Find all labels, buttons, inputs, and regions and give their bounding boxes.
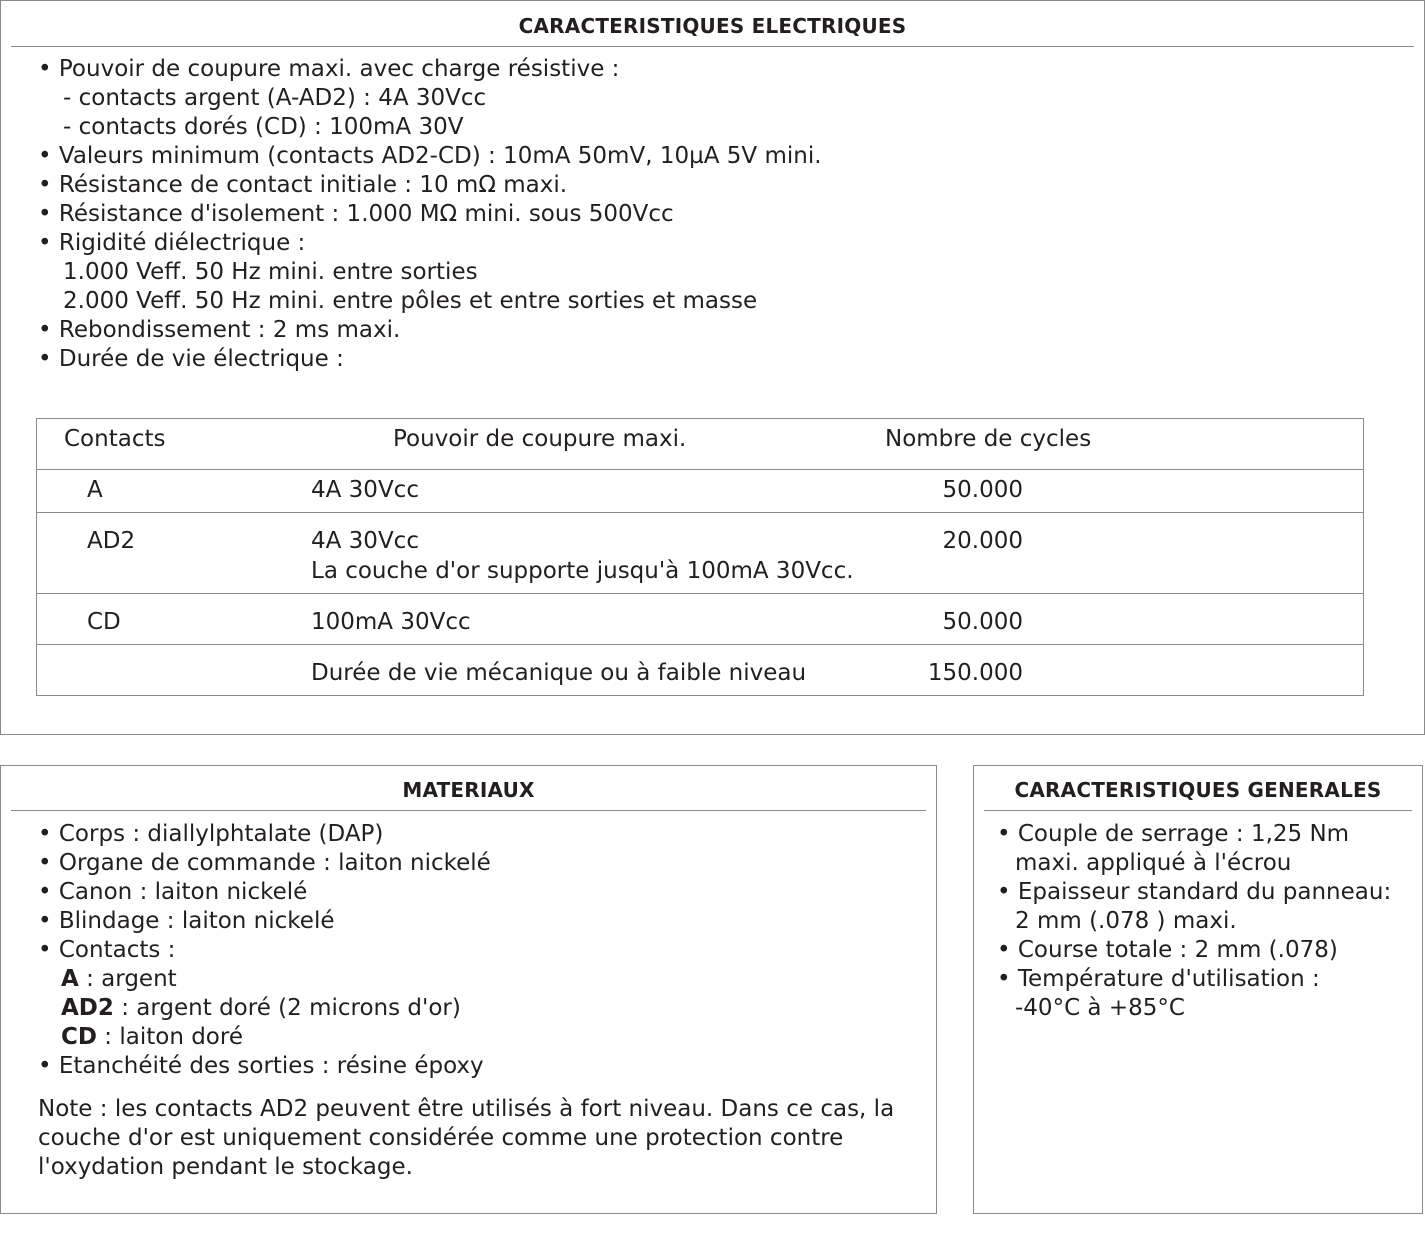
list-item: • Couple de serrage : 1,25 Nm (997, 821, 1350, 847)
list-item: - contacts dorés (CD) : 100mA 30V (63, 114, 464, 140)
general-list (997, 820, 1391, 1023)
list-item: • Corps : diallylphtalate (DAP) (38, 821, 384, 847)
contact-desc: : argent (78, 966, 177, 992)
list-item: • Epaisseur standard du panneau: (997, 879, 1392, 905)
list-item: • Résistance d'isolement : 1.000 MΩ mini. sous 500Vcc (38, 201, 674, 227)
cell-cycles: 150.000 (927, 660, 1023, 686)
materials-title: MATERIAUX (11, 774, 926, 811)
cell-capacity: 100mA 30Vcc (311, 609, 471, 635)
list-item: • Etanchéité des sorties : résine époxy (38, 1053, 484, 1079)
table-row (37, 645, 1363, 696)
contact-code: A (61, 966, 79, 992)
cell-cycles: 20.000 (942, 528, 1023, 554)
list-item: 2 mm (.078 ) maxi. (1015, 908, 1237, 934)
list-item: - contacts argent (A-AD2) : 4A 30Vcc (63, 85, 487, 111)
cell-capacity: 4A 30Vcc (311, 477, 419, 503)
materials-note: Note : les contacts AD2 peuvent être utilisés à fort niveau. Dans ce cas, la couche d'or est uniquement considérée comme une protection contre l'oxydation pendant le stockage. (38, 1096, 895, 1180)
cell-cycles: 50.000 (942, 609, 1023, 635)
contact-desc: : argent doré (2 microns d'or) (113, 995, 461, 1021)
contact-code: AD2 (61, 995, 114, 1021)
electrical-title: CARACTERISTIQUES ELECTRIQUES (11, 11, 1414, 47)
list-item: • Course totale : 2 mm (.078) (997, 937, 1338, 963)
list-item: • Rebondissement : 2 ms maxi. (38, 317, 401, 343)
list-item: • Canon : laiton nickelé (38, 879, 308, 905)
list-item: • Pouvoir de coupure maxi. avec charge résistive : (38, 56, 620, 82)
table-row (37, 594, 1363, 645)
table-row (37, 470, 1363, 513)
list-item: • Résistance de contact initiale : 10 mΩ maxi. (38, 172, 568, 198)
list-item: maxi. appliqué à l'écrou (1015, 850, 1292, 876)
contact-desc: : laiton doré (96, 1024, 243, 1050)
cell-contact: A (87, 477, 103, 503)
cell-contact: CD (87, 609, 121, 635)
materials-list (38, 820, 491, 1081)
list-item: • Organe de commande : laiton nickelé (38, 850, 491, 876)
list-item: • Température d'utilisation : (997, 966, 1320, 992)
list-item: • Durée de vie électrique : (38, 346, 344, 372)
general-title: CARACTERISTIQUES GENERALES (984, 774, 1412, 811)
electrical-life-table (36, 418, 1364, 696)
list-item: 1.000 Veff. 50 Hz mini. entre sorties (63, 259, 478, 285)
list-item: • Valeurs minimum (contacts AD2-CD) : 10mA 50mV, 10µA 5V mini. (38, 143, 822, 169)
list-item (38, 965, 491, 994)
list-item: • Blindage : laiton nickelé (38, 908, 335, 934)
header-capacity: Pouvoir de coupure maxi. (393, 426, 687, 452)
cell-capacity-note: La couche d'or supporte jusqu'à 100mA 30Vcc. (311, 558, 854, 584)
list-item: • Rigidité diélectrique : (38, 230, 306, 256)
cell-capacity: 4A 30Vcc (311, 528, 419, 554)
list-item: • Contacts : (38, 937, 176, 963)
list-item (38, 1023, 491, 1052)
contact-code: CD (61, 1024, 97, 1050)
cell-capacity: Durée de vie mécanique ou à faible niveau (311, 660, 807, 686)
electrical-list (38, 55, 822, 374)
list-item (38, 994, 491, 1023)
header-contacts: Contacts (64, 426, 166, 452)
list-item: 2.000 Veff. 50 Hz mini. entre pôles et entre sorties et masse (63, 288, 758, 314)
cell-cycles: 50.000 (942, 477, 1023, 503)
cell-contact: AD2 (87, 528, 136, 554)
list-item: -40°C à +85°C (1015, 995, 1185, 1021)
table-row (37, 513, 1363, 594)
header-cycles: Nombre de cycles (885, 426, 1092, 452)
table-header-row (37, 419, 1363, 470)
